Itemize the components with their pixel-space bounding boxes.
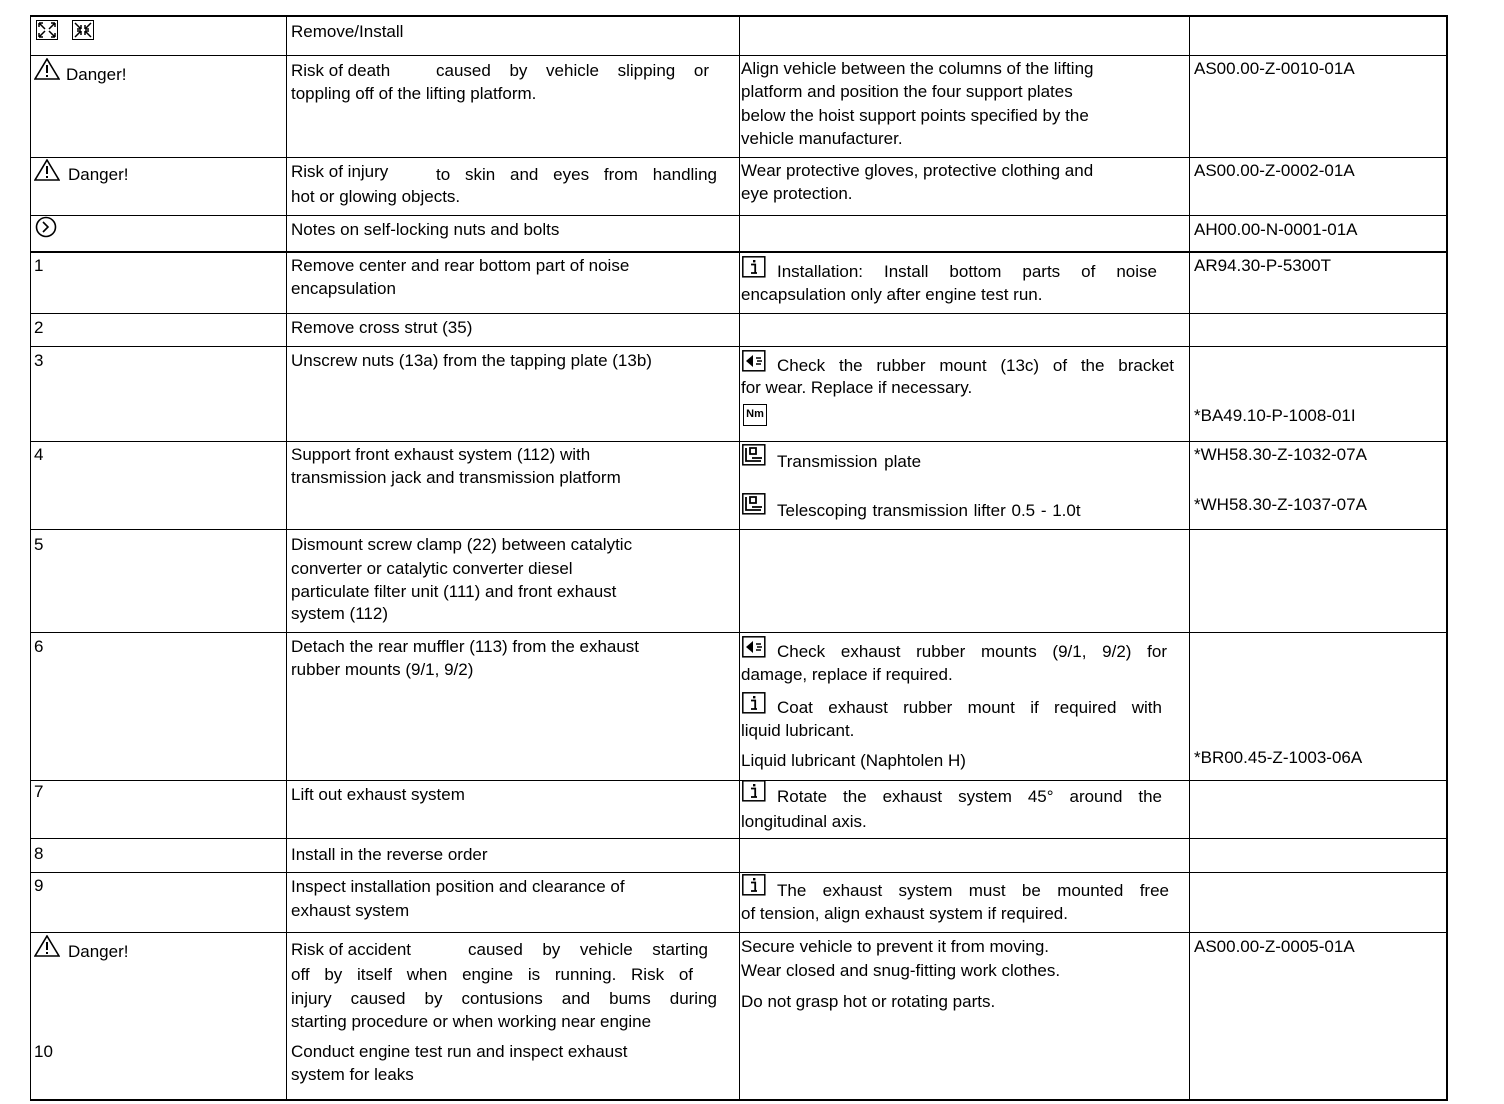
- danger-label: Danger!: [66, 65, 127, 84]
- risk-lead: Risk of accident: [291, 940, 411, 959]
- step-number: 4: [34, 445, 44, 464]
- reference-code: AR94.30-P-5300T: [1194, 256, 1332, 275]
- warning-triangle-icon: [34, 935, 60, 957]
- step-number: 2: [34, 318, 44, 337]
- action-text: Notes on self-locking nuts and bolts: [291, 220, 560, 239]
- note-text: encapsulation only after engine test run.: [741, 285, 1043, 304]
- page-title: Remove/Install: [291, 22, 404, 41]
- row-divider: [31, 780, 1446, 781]
- note-text: liquid lubricant.: [741, 721, 855, 740]
- reference-code: *WH58.30-Z-1032-07A: [1194, 445, 1367, 464]
- note-text: of tension, align exhaust system if required.: [741, 904, 1068, 923]
- inspect-icon: [742, 350, 766, 372]
- action-text: Lift out exhaust system: [291, 785, 465, 804]
- reference-code: AH00.00-N-0001-01A: [1194, 220, 1358, 239]
- inspect-icon: [742, 636, 766, 658]
- reference-code: *BA49.10-P-1008-01I: [1194, 406, 1356, 425]
- row-divider: [31, 55, 1446, 56]
- row-divider: [31, 838, 1446, 839]
- step-number: 7: [34, 782, 44, 801]
- install-icon: [72, 20, 94, 40]
- tool-icon: [742, 493, 766, 515]
- column-divider: [1189, 17, 1190, 1099]
- note-text: eye protection.: [741, 184, 853, 203]
- info-icon: [742, 256, 766, 278]
- action-text: Dismount screw clamp (22) between catalytic: [291, 535, 633, 554]
- action-text: Detach the rear muffler (113) from the exhaust: [291, 637, 640, 656]
- note-text: Do not grasp hot or rotating parts.: [741, 992, 996, 1011]
- risk-text: hot or glowing objects.: [291, 187, 461, 206]
- row-divider: [31, 157, 1446, 158]
- tool-icon: [742, 444, 766, 466]
- info-icon: [742, 780, 766, 802]
- note-text: Check the rubber mount (13c) of the bracket: [777, 356, 1174, 375]
- action-text: particulate filter unit (111) and front exhaust: [291, 582, 617, 601]
- action-text: system for leaks: [291, 1065, 414, 1084]
- danger-label: Danger!: [68, 942, 129, 961]
- note-text: Secure vehicle to prevent it from moving.: [741, 937, 1050, 956]
- action-text: converter or catalytic converter diesel: [291, 559, 573, 578]
- note-text: longitudinal axis.: [741, 812, 867, 831]
- info-icon: [742, 692, 766, 714]
- column-divider: [286, 17, 287, 1099]
- note-text: Check exhaust rubber mounts (9/1, 9/2) for: [777, 642, 1167, 661]
- reference-code: AS00.00-Z-0005-01A: [1194, 937, 1355, 956]
- risk-lead: Risk of death: [291, 61, 391, 80]
- row-divider: [31, 251, 1446, 253]
- column-divider: [739, 17, 740, 1099]
- action-text: Support front exhaust system (112) with: [291, 445, 591, 464]
- action-text: rubber mounts (9/1, 9/2): [291, 660, 474, 679]
- step-number: 10: [34, 1042, 53, 1061]
- reference-code: *WH58.30-Z-1037-07A: [1194, 495, 1367, 514]
- row-divider: [31, 872, 1446, 873]
- row-divider: [31, 441, 1446, 442]
- action-text: Remove center and rear bottom part of noise: [291, 256, 630, 275]
- remove-icon: [36, 20, 58, 40]
- risk-text: off by itself when engine is running. Risk of: [291, 965, 693, 984]
- risk-lead: Risk of injury: [291, 162, 389, 181]
- note-text: Wear protective gloves, protective clothing and: [741, 161, 1094, 180]
- note-text: Align vehicle between the columns of the lifting: [741, 59, 1094, 78]
- row-divider: [31, 529, 1446, 530]
- reference-code: AS00.00-Z-0010-01A: [1194, 59, 1355, 78]
- row-divider: [31, 932, 1446, 933]
- risk-text: to skin and eyes from handling: [436, 165, 717, 184]
- torque-icon: Nm: [743, 404, 767, 426]
- action-text: Conduct engine test run and inspect exhaust: [291, 1042, 628, 1061]
- step-number: 3: [34, 351, 44, 370]
- note-text: Coat exhaust rubber mount if required with: [777, 698, 1162, 717]
- reference-code: AS00.00-Z-0002-01A: [1194, 161, 1355, 180]
- risk-text: injury caused by contusions and bums during: [291, 989, 717, 1008]
- risk-text: toppling off of the lifting platform.: [291, 84, 537, 103]
- row-divider: [31, 346, 1446, 347]
- tool-text: Telescoping transmission lifter 0.5 - 1.0t: [777, 501, 1081, 520]
- step-number: 8: [34, 844, 44, 863]
- note-text: platform and position the four support plates: [741, 82, 1073, 101]
- action-text: Unscrew nuts (13a) from the tapping plate (13b): [291, 351, 652, 370]
- action-text: system (112): [291, 604, 388, 623]
- note-text: Installation: Install bottom parts of noise: [777, 262, 1157, 281]
- warning-triangle-icon: [34, 58, 60, 80]
- note-text: Liquid lubricant (Naphtolen H): [741, 751, 966, 770]
- tool-text: Transmission plate: [777, 452, 922, 471]
- note-text: The exhaust system must be mounted free: [777, 881, 1169, 900]
- clock-nut-icon: [34, 216, 58, 238]
- action-text: Inspect installation position and clearance of: [291, 877, 625, 896]
- reference-code: *BR00.45-Z-1003-06A: [1194, 748, 1363, 767]
- action-text: encapsulation: [291, 279, 396, 298]
- step-number: 9: [34, 876, 44, 895]
- row-divider: [31, 215, 1446, 216]
- note-text: vehicle manufacturer.: [741, 129, 903, 148]
- warning-triangle-icon: [34, 159, 60, 181]
- risk-text: starting procedure or when working near engine: [291, 1012, 652, 1031]
- note-text: damage, replace if required.: [741, 665, 953, 684]
- note-text: Wear closed and snug-fitting work clothes.: [741, 961, 1061, 980]
- risk-text: caused by vehicle slipping or: [436, 61, 709, 80]
- note-text: below the hoist support points specified by the: [741, 106, 1089, 125]
- note-text: for wear. Replace if necessary.: [741, 378, 973, 397]
- risk-text: caused by vehicle starting: [468, 940, 708, 959]
- info-icon: [742, 874, 766, 896]
- danger-label: Danger!: [68, 165, 129, 184]
- step-number: 6: [34, 637, 44, 656]
- action-text: Remove cross strut (35): [291, 318, 473, 337]
- note-text: Rotate the exhaust system 45° around the: [777, 787, 1162, 806]
- action-text: transmission jack and transmission platform: [291, 468, 621, 487]
- step-number: 1: [34, 256, 44, 275]
- row-divider: [31, 632, 1446, 633]
- action-text: exhaust system: [291, 901, 410, 920]
- action-text: Install in the reverse order: [291, 845, 488, 864]
- row-divider: [31, 313, 1446, 314]
- step-number: 5: [34, 535, 44, 554]
